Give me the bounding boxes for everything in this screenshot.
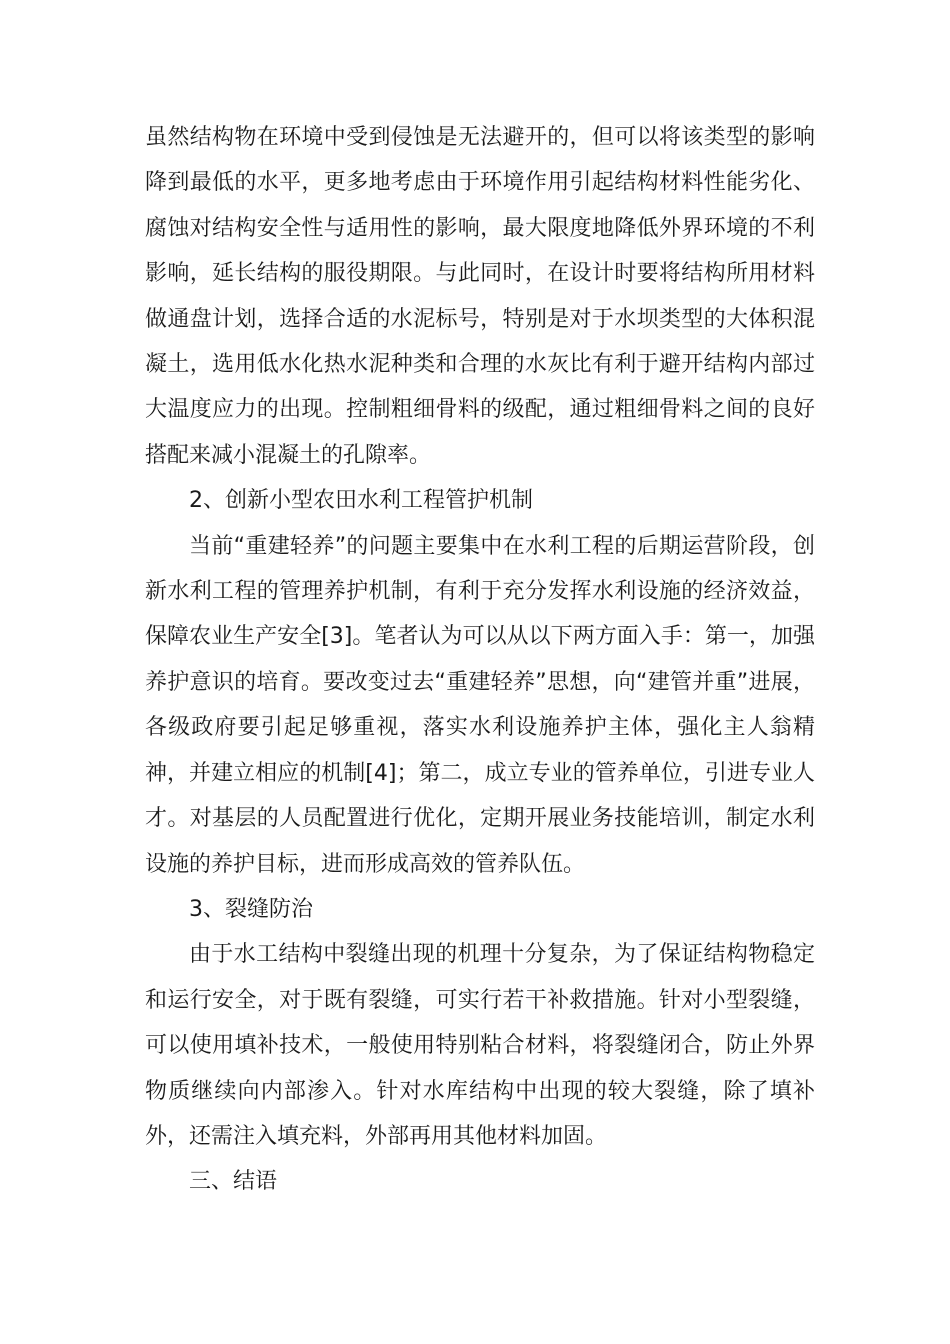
section-heading-2: 2、创新小型农田水利工程管护机制 [189, 488, 533, 514]
paragraph-management-mechanism: 当前“重建轻养”的问题主要集中在水利工程的后期运营阶段，创新水利工程的管理养护机制，有利于充分发挥水利设施的经济效益，保障农业生产安全[3]。笔者认为可以从以下两方面入手：第一，加强养护意识的培育。要改变过去“重建轻养”思想，向“建管并重”进展，各级政府要引起足够重视，落实水利设施养护主体，强化主人翁精神，并建立相应的机制[4]；第二，成立专业的管养单位，引进专业人才。对基层的人员配置进行优化，定期开展业务技能培训，制定水利设施的养护目标，进而形成高效的管养队伍。 [145, 533, 815, 877]
document-body [145, 115, 815, 1205]
section-heading-conclusion: 三、结语 [189, 1169, 278, 1195]
paragraph-crack-prevention: 由于水工结构中裂缝出现的机理十分复杂，为了保证结构物稳定和运行安全，对于既有裂缝，可实行若干补救措施。针对小型裂缝，可以使用填补技术，一般使用特别粘合材料，将裂缝闭合，防止外界物质继续向内部渗入。针对水库结构中出现的较大裂缝，除了填补外，还需注入填充料，外部再用其他材料加固。 [145, 942, 815, 1149]
paragraph-body-continued: 虽然结构物在环境中受到侵蚀是无法避开的，但可以将该类型的影响降到最低的水平，更多地考虑由于环境作用引起结构材料性能劣化、腐蚀对结构安全性与适用性的影响，最大限度地降低外界环境的不利影响，延长结构的服役期限。与此同时，在设计时要将结构所用材料做通盘计划，选择合适的水泥标号，特别是对于水坝类型的大体积混凝土，选用低水化热水泥种类和合理的水灰比有利于避开结构内部过大温度应力的出现。控制粗细骨料的级配，通过粗细骨料之间的良好搭配来减小混凝土的孔隙率。 [145, 125, 815, 468]
section-heading-3: 3、裂缝防治 [189, 896, 313, 922]
